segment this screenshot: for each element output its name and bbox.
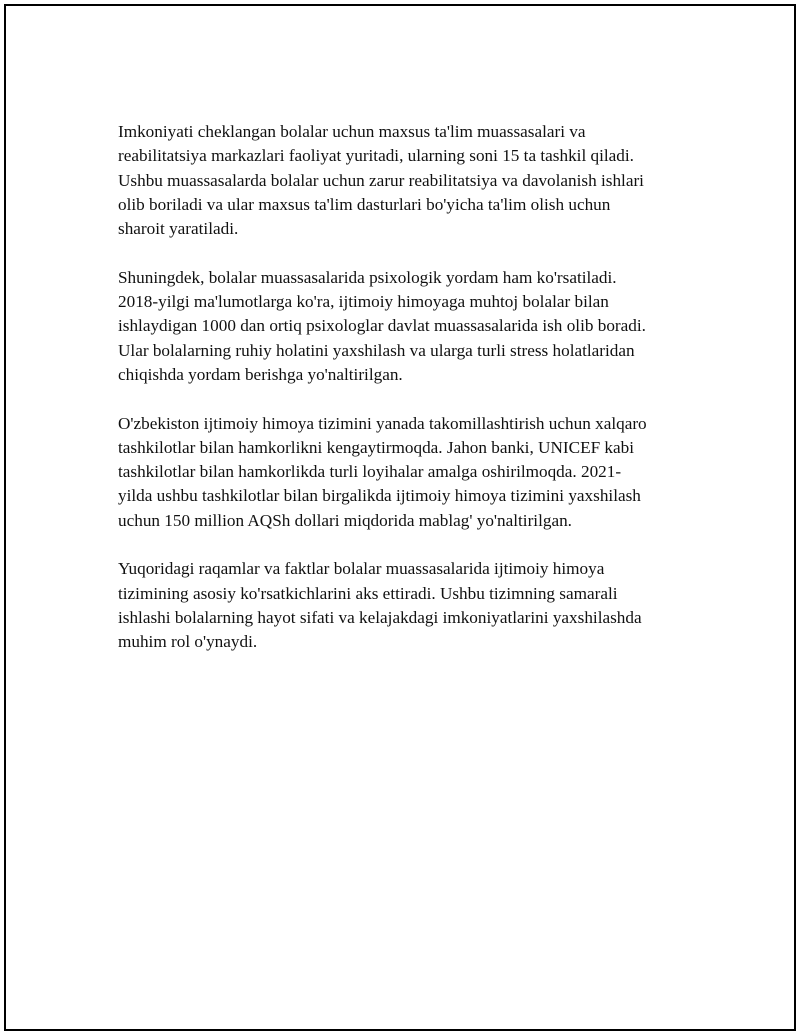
text-line: yilda ushbu tashkilotlar bilan birgalikda ijtimoiy himoya tizimini yaxshilash: [118, 486, 641, 506]
text-line: muhim rol o'ynaydi.: [118, 632, 258, 652]
paragraph-4: [118, 557, 698, 654]
text-line: 2018-yilgi ma'lumotlarga ko'ra, ijtimoiy himoyaga muhtoj bolalar bilan: [118, 292, 609, 312]
paragraph-2: [118, 266, 698, 387]
text-line: O'zbekiston ijtimoiy himoya tizimini yanada takomillashtirish uchun xalqaro: [118, 413, 647, 433]
text-line: sharoit yaratiladi.: [118, 219, 239, 239]
text-line: tashkilotlar bilan hamkorlikda turli loyihalar amalga oshirilmoqda. 2021-: [118, 462, 622, 482]
paragraph-1: [118, 120, 698, 241]
text-line: Shuningdek, bolalar muassasalarida psixologik yordam ham ko'rsatiladi.: [118, 267, 617, 287]
document-body: [118, 120, 698, 679]
text-line: reabilitatsiya markazlari faoliyat yuritadi, ularning soni 15 ta tashkil qiladi.: [118, 146, 634, 166]
text-line: uchun 150 million AQSh dollari miqdorida mablag' yo'naltirilgan.: [118, 510, 572, 530]
text-line: ishlaydigan 1000 dan ortiq psixologlar davlat muassasalarida ish olib boradi.: [118, 316, 646, 336]
text-line: Imkoniyati cheklangan bolalar uchun maxsus ta'lim muassasalari va: [118, 122, 586, 141]
paragraph-3: [118, 412, 698, 533]
text-line: tizimining asosiy ko'rsatkichlarini aks ettiradi. Ushbu tizimning samarali: [118, 583, 618, 603]
text-line: ishlashi bolalarning hayot sifati va kelajakdagi imkoniyatlarini yaxshilashda: [118, 607, 642, 627]
text-line: tashkilotlar bilan hamkorlikni kengaytirmoqda. Jahon banki, UNICEF kabi: [118, 437, 635, 457]
text-line: chiqishda yordam berishga yo'naltirilgan.: [118, 364, 403, 384]
text-line: Yuqoridagi raqamlar va faktlar bolalar muassasalarida ijtimoiy himoya: [118, 559, 605, 579]
text-line: Ushbu muassasalarda bolalar uchun zarur reabilitatsiya va davolanish ishlari: [118, 170, 644, 190]
document-page: [4, 4, 796, 1031]
text-line: olib boriladi va ular maxsus ta'lim dasturlari bo'yicha ta'lim olish uchun: [118, 194, 611, 214]
text-line: Ular bolalarning ruhiy holatini yaxshilash va ularga turli stress holatlaridan: [118, 340, 635, 360]
